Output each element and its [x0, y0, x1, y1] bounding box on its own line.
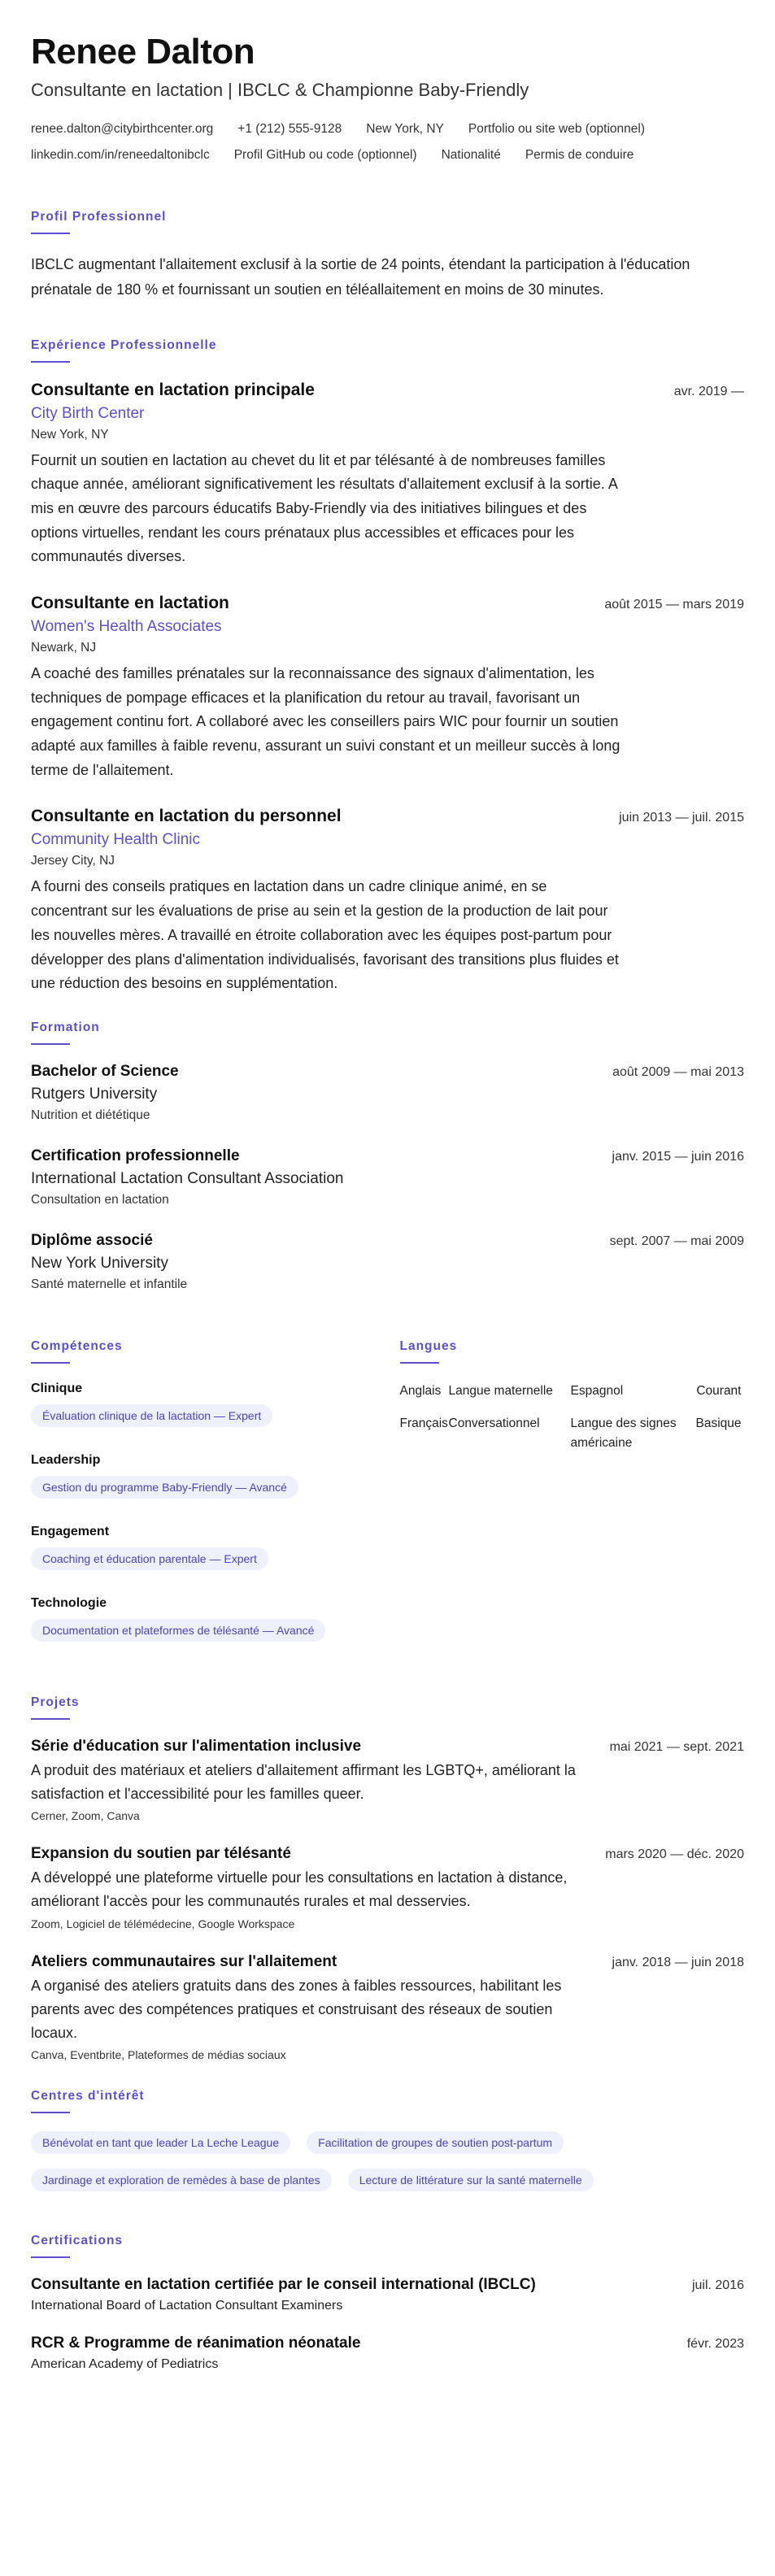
projects-section [31, 1695, 744, 2061]
section-title-projects: Projets [31, 1695, 80, 1709]
job-dates: juin 2013 — juil. 2015 [619, 811, 744, 825]
contact-nationality: Nationalité [441, 148, 501, 163]
skill-pill: Documentation et plateformes de télésanté — Avancé [31, 1619, 325, 1642]
section-title-languages: Langues [399, 1338, 458, 1353]
school-name: International Lactation Consultant Association [31, 1169, 344, 1187]
education-dates: août 2009 — mai 2013 [612, 1064, 744, 1079]
job-title: Consultante en lactation du personnel [31, 807, 342, 826]
skill-category: Leadership [31, 1452, 101, 1467]
section-divider [31, 1362, 70, 1364]
education-dates: sept. 2007 — mai 2009 [609, 1234, 744, 1248]
education-item [31, 1147, 744, 1208]
language-name: Anglais [399, 1383, 442, 1398]
section-title-interests: Centres d'intérêt [31, 2088, 145, 2103]
language-level: Basique [695, 1416, 742, 1430]
certification-issuer: American Academy of Pediatrics [31, 2356, 219, 2371]
section-divider [31, 361, 70, 363]
experience-item [31, 594, 744, 782]
skill-pill: Coaching et éducation parentale — Expert [31, 1547, 268, 1570]
job-dates: avr. 2019 — [673, 384, 744, 398]
skill-category: Clinique [31, 1381, 83, 1395]
experience-item [31, 807, 744, 995]
skill-pill: Évaluation clinique de la lactation — Expert [31, 1404, 272, 1427]
job-description: A coaché des familles prénatales sur la reconnaissance des signaux d'alimentation, les techniques de pompage efficaces et la planification du retour au travail, favorisant un engagement continu fort. A collaboré avec les conseillers pairs WIC pour fournir un soutien adapté aux familles à faible revenu, assurant un suivi constant et un meilleur succès à long terme de l'allaitement. [31, 665, 620, 778]
job-company: City Birth Center [31, 404, 145, 422]
project-item [31, 1845, 744, 1930]
resume-header [31, 33, 744, 163]
degree-title: Diplôme associé [31, 1231, 153, 1249]
skill-group [31, 1453, 376, 1505]
job-location: New York, NY [31, 427, 109, 442]
language-level: Courant [696, 1383, 742, 1398]
language-level: Langue maternelle [448, 1383, 553, 1398]
section-divider [31, 1043, 70, 1045]
language-name: Espagnol [570, 1383, 624, 1398]
job-company: Women's Health Associates [31, 618, 222, 636]
languages-section [400, 1316, 745, 1668]
interest-pill: Jardinage et exploration de remèdes à base de plantes [31, 2169, 332, 2191]
job-description: A fourni des conseils pratiques en lactation dans un cadre clinique animé, en se concentrant sur les évaluations de prise au sein et la gestion de la production de lait pour les nouvelles mères. A travaillé en étroite collaboration avec les équipes post-partum pour développer des plans d'alimentation individualisés, favorisant des transitions plus fluides et une réduction des besoins en supplémentation. [31, 878, 619, 992]
school-name: New York University [31, 1254, 168, 1272]
section-title-profile: Profil Professionnel [31, 210, 167, 224]
project-description: A développé une plateforme virtuelle pour les consultations en lactation à distance, améliorant l'accès pour les communautés rurales et mal desservies. [31, 1869, 568, 1910]
language-level: Conversationnel [448, 1416, 540, 1430]
certifications-section [31, 2234, 744, 2372]
candidate-headline: Consultante en lactation | IBCLC & Championne Baby-Friendly [31, 80, 529, 101]
certification-date: juil. 2016 [691, 2278, 744, 2292]
contact-info [31, 122, 744, 163]
section-divider [31, 233, 70, 234]
job-dates: août 2015 — mars 2019 [604, 598, 744, 612]
section-title-skills: Compétences [31, 1338, 123, 1353]
project-name: Expansion du soutien par télésanté [31, 1845, 291, 1863]
certification-item [31, 2276, 744, 2313]
skill-category: Engagement [31, 1524, 110, 1538]
project-name: Ateliers communautaires sur l'allaitement [31, 1952, 337, 1970]
job-location: Jersey City, NJ [31, 854, 115, 868]
section-divider [31, 2256, 70, 2258]
field-of-study: Consultation en lactation [31, 1192, 169, 1207]
project-item [31, 1953, 744, 2061]
project-dates: mai 2021 — sept. 2021 [609, 1739, 744, 1754]
certification-name: RCR & Programme de réanimation néonatale [31, 2334, 361, 2352]
section-title-certifications: Certifications [31, 2233, 124, 2247]
experience-section [31, 338, 744, 996]
project-description: A produit des matériaux et ateliers d'allaitement affirmant les LGBTQ+, améliorant la satisfaction et l'accessibilité pour les familles queer. [31, 1761, 576, 1803]
project-tech: Cerner, Zoom, Canva [31, 1809, 140, 1823]
interest-pill: Facilitation de groupes de soutien post-partum [307, 2131, 564, 2154]
skill-category: Technologie [31, 1595, 107, 1610]
project-item [31, 1738, 744, 1822]
field-of-study: Santé maternelle et infantile [31, 1277, 188, 1291]
skill-group [31, 1525, 376, 1577]
skill-group [31, 1596, 376, 1648]
education-item [31, 1063, 744, 1123]
school-name: Rutgers University [31, 1085, 158, 1103]
contact-license: Permis de conduire [525, 148, 634, 163]
section-title-experience: Expérience Professionnelle [31, 337, 217, 352]
certification-name: Consultante en lactation certifiée par le conseil international (IBCLC) [31, 2275, 536, 2293]
contact-phone[interactable]: +1 (212) 555-9128 [237, 122, 342, 137]
languages-list [400, 1382, 745, 1453]
project-tech: Canva, Eventbrite, Plateformes de médias sociaux [31, 2047, 286, 2061]
interests-section [31, 2089, 744, 2198]
education-item [31, 1232, 744, 1292]
skills-section [31, 1316, 376, 1668]
job-company: Community Health Clinic [31, 831, 201, 849]
candidate-name: Renee Dalton [31, 32, 255, 72]
contact-location: New York, NY [366, 122, 444, 137]
certification-item [31, 2334, 744, 2372]
skills-languages-row [31, 1316, 744, 1668]
contact-portfolio[interactable]: Portfolio ou site web (optionnel) [468, 122, 646, 137]
section-divider [31, 1718, 70, 1720]
certification-date: févr. 2023 [686, 2336, 744, 2351]
job-title: Consultante en lactation [31, 594, 229, 613]
section-divider [31, 2112, 70, 2113]
contact-linkedin[interactable]: linkedin.com/in/reneedaltonibclc [31, 148, 210, 163]
project-tech: Zoom, Logiciel de télémédecine, Google Workspace [31, 1917, 295, 1930]
project-description: A organisé des ateliers gratuits dans des zones à faibles ressources, habilitant les parents avec des compétences pratiques et construisant des réseaux de soutien locaux. [31, 1977, 562, 2041]
job-title: Consultante en lactation principale [31, 380, 315, 399]
job-location: Newark, NJ [31, 641, 97, 655]
field-of-study: Nutrition et diététique [31, 1107, 150, 1122]
profile-section [31, 210, 744, 302]
contact-email[interactable]: renee.dalton@citybirthcenter.org [31, 122, 214, 137]
interest-pill: Lecture de littérature sur la santé maternelle [348, 2169, 594, 2191]
language-name: Français [399, 1416, 448, 1430]
project-name: Série d'éducation sur l'alimentation inclusive [31, 1737, 362, 1755]
contact-github[interactable]: Profil GitHub ou code (optionnel) [233, 148, 417, 163]
education-dates: janv. 2015 — juin 2016 [612, 1149, 744, 1164]
project-dates: mars 2020 — déc. 2020 [605, 1847, 744, 1862]
skill-group [31, 1382, 376, 1434]
section-title-education: Formation [31, 1020, 100, 1034]
project-dates: janv. 2018 — juin 2018 [612, 1955, 744, 1969]
language-name: Langue des signes américaine [570, 1416, 677, 1450]
education-section [31, 1020, 744, 1292]
degree-title: Bachelor of Science [31, 1062, 179, 1080]
job-description: Fournit un soutien en lactation au chevet du lit et par télésanté à de nombreuses familles chaque année, améliorant significativement les résultats d'allaitement exclusif à la sortie. A mis en œuvre des parcours éducatifs Baby-Friendly via des initiatives bilingues et des options virtuelles, rendant les cours prénataux plus accessibles et efficaces pour les communautés diverses. [31, 451, 617, 565]
interests-list [31, 2131, 681, 2198]
experience-item [31, 381, 744, 569]
section-divider [400, 1362, 439, 1364]
profile-summary: IBCLC augmentant l'allaitement exclusif à la sortie de 24 points, étendant la participation à l'éducation prénatale de 180 % et fournissant un soutien en téléallaitement en moins de 30 minutes. [31, 256, 690, 298]
interest-pill: Bénévolat en tant que leader La Leche League [31, 2131, 290, 2154]
skill-pill: Gestion du programme Baby-Friendly — Avancé [31, 1476, 298, 1499]
certification-issuer: International Board of Lactation Consultant Examiners [31, 2298, 343, 2313]
degree-title: Certification professionnelle [31, 1147, 240, 1164]
